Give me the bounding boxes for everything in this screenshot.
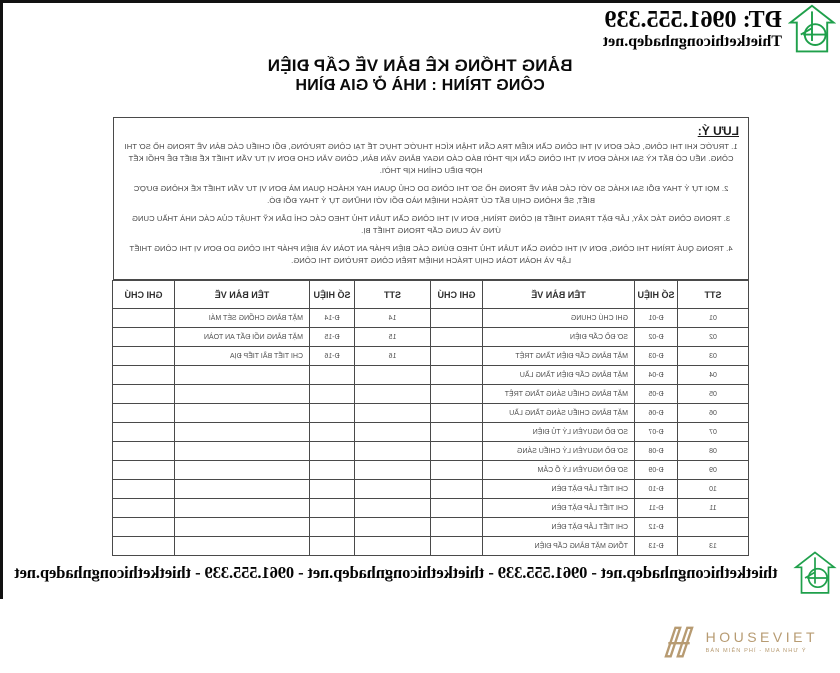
table-cell xyxy=(431,328,483,347)
table-cell: MẶT BẰNG CẤP ĐIỆN TẦNG LẦU xyxy=(483,366,635,385)
house-logo-icon xyxy=(792,551,838,595)
table-cell: CHI TIẾT LẮP ĐẶT ĐÈN xyxy=(483,480,635,499)
drawing-table-body xyxy=(113,309,749,556)
table-cell: Đ-03 xyxy=(635,347,678,366)
brand-phone: ĐT: 0961.555.339 xyxy=(604,7,782,33)
table-header xyxy=(113,281,749,309)
table-cell xyxy=(113,385,175,404)
table-cell xyxy=(310,442,355,461)
table-cell xyxy=(175,366,310,385)
table-cell: SƠ ĐỒ NGUYÊN LÝ Ổ CẮM xyxy=(483,461,635,480)
table-cell xyxy=(431,461,483,480)
header-so-hieu: SỐ HIỆU xyxy=(635,281,678,309)
table-cell: Đ-16 xyxy=(310,347,355,366)
table-cell xyxy=(355,385,431,404)
table-cell xyxy=(175,404,310,423)
table-cell xyxy=(310,461,355,480)
header-stt: STT xyxy=(355,281,431,309)
table-cell: CHI TIẾT LẮP ĐẶT ĐÈN xyxy=(483,499,635,518)
table-cell: 11 xyxy=(678,499,749,518)
table-row xyxy=(113,518,749,537)
header-ghi-chu: GHI CHÚ xyxy=(113,281,175,309)
table-cell: Đ-09 xyxy=(635,461,678,480)
table-cell: Đ-07 xyxy=(635,423,678,442)
table-cell xyxy=(310,385,355,404)
table-cell: Đ-10 xyxy=(635,480,678,499)
table-cell: Đ-12 xyxy=(635,518,678,537)
table-cell xyxy=(431,366,483,385)
header-stt: STT xyxy=(678,281,749,309)
table-cell: MẶT BẰNG CHIẾU SÁNG TẦNG LẦU xyxy=(483,404,635,423)
table-cell xyxy=(310,404,355,423)
note-item: 3. TRONG CÔNG TÁC XÂY, LẮP ĐẶT TRANG THIẾT BỊ CÔNG TRÌNH, ĐƠN VỊ THI CÔNG CẦN TUÂN THỦ THEO CÁC CHỈ DẪN KỸ THUẬT CỦA CÁC NHÀ THẦU CUNG ỨNG VÀ CUNG CẤP TRONG THIẾT BỊ. xyxy=(131,214,731,235)
table-cell xyxy=(431,347,483,366)
title-line-2: CÔNG TRÌNH : NHÀ Ở GIA ĐÌNH xyxy=(295,77,545,94)
document-title xyxy=(0,55,840,96)
table-row xyxy=(113,366,749,385)
table-cell xyxy=(113,518,175,537)
table-cell xyxy=(310,480,355,499)
notes-box xyxy=(113,117,749,280)
watermark-tagline: BÁN MIỄN PHÍ - MUA NHƯ Ý xyxy=(705,647,807,654)
notes-body xyxy=(114,141,748,267)
houseviet-watermark xyxy=(660,623,818,661)
table-cell xyxy=(678,518,749,537)
table-cell xyxy=(175,518,310,537)
table-cell: GHI CHÚ CHUNG xyxy=(483,309,635,328)
table-cell xyxy=(355,480,431,499)
table-cell xyxy=(355,518,431,537)
table-cell xyxy=(355,499,431,518)
table-cell xyxy=(431,442,483,461)
footer-contact-text: thietkethicongnhadep.net - 0961.555.339 - thietkethicongnhadep.net - 0961.555.339 - thietkethicongnhadep.net xyxy=(14,563,778,582)
table-cell: 08 xyxy=(678,442,749,461)
table-cell xyxy=(175,499,310,518)
note-item: 1. TRƯỚC KHI THI CÔNG, CÁC ĐƠN VỊ THI CÔNG CẦN KIỂM TRA CẨN THẬN KÍCH THƯỚC THỰC TẾ TẠI CÔNG TRƯỜNG, ĐỐI CHIẾU CÁC BẢN VẼ TRONG HỒ SƠ THI CÔNG. NẾU CÓ BẤT KỲ SAI KHÁC ĐƠN VỊ THI CÔNG CẦN KỊP THỜI BÁO CÁO NGAY BẰNG VĂN BẢN, CÔNG VĂN CHO ĐƠN VỊ TƯ VẤN THIẾT KẾ BIẾT ĐỂ PHỐI KẾT HỢP ĐIỀU CHỈNH KỊP THỜI. xyxy=(124,142,738,175)
drawing-list-table xyxy=(112,280,749,556)
table-cell: Đ-06 xyxy=(635,404,678,423)
note-item: 4. TRONG QUÁ TRÌNH THI CÔNG, ĐƠN VỊ THI CÔNG CẦN TUÂN THỦ THEO ĐÚNG CÁC BIỆN PHÁP AN TOÀN VÀ BIỆN PHÁP THI CÔNG DO ĐƠN VỊ THI CÔNG THIẾT LẬP VÀ HOÀN TOÀN CHỊU TRÁCH NHIỆM TRÊN CÔNG TRƯỜNG THI CÔNG. xyxy=(129,244,733,265)
table-cell: Đ-08 xyxy=(635,442,678,461)
table-cell xyxy=(431,480,483,499)
table-row xyxy=(113,404,749,423)
table-cell: 06 xyxy=(678,404,749,423)
table-cell xyxy=(113,480,175,499)
table-cell: 02 xyxy=(678,328,749,347)
watermark-texts xyxy=(706,629,818,656)
table-cell xyxy=(113,366,175,385)
table-cell: 14 xyxy=(355,309,431,328)
table-cell xyxy=(431,309,483,328)
house-logo-icon xyxy=(788,3,836,55)
table-row xyxy=(113,385,749,404)
header-ten-ban-ve: TÊN BẢN VẼ xyxy=(483,281,635,309)
table-cell: Đ-11 xyxy=(635,499,678,518)
table-cell: MẶT BẰNG NỐI ĐẤT AN TOÀN xyxy=(175,328,310,347)
table-cell: SƠ ĐỒ NGUYÊN LÝ CHIẾU SÁNG xyxy=(483,442,635,461)
table-cell: TỔNG MẶT BẰNG CẤP ĐIỆN xyxy=(483,537,635,556)
table-cell: MẶT BẰNG CẤP ĐIỆN TẦNG TRỆT xyxy=(483,347,635,366)
table-row xyxy=(113,461,749,480)
table-cell xyxy=(310,499,355,518)
brand-block xyxy=(603,3,836,55)
table-cell: Đ-01 xyxy=(635,309,678,328)
table-cell xyxy=(113,499,175,518)
table-cell: CHI TIẾT BÃI TIẾP ĐỊA xyxy=(175,347,310,366)
table-cell xyxy=(431,518,483,537)
table-cell xyxy=(175,385,310,404)
table-cell xyxy=(431,499,483,518)
table-cell xyxy=(310,518,355,537)
table-row xyxy=(113,499,749,518)
table-cell: MẶT BẰNG CHỐNG SÉT MÁI xyxy=(175,309,310,328)
table-cell xyxy=(113,404,175,423)
notes-heading: LƯU Ý: xyxy=(697,124,739,138)
title-line-1: BẢNG THỐNG KÊ BẢN VẼ CẤP ĐIỆN xyxy=(267,56,573,75)
table-cell: Đ-15 xyxy=(310,328,355,347)
table-cell: 07 xyxy=(678,423,749,442)
table-cell: 05 xyxy=(678,385,749,404)
table-cell xyxy=(310,366,355,385)
table-cell xyxy=(431,404,483,423)
table-cell xyxy=(113,347,175,366)
brand-website: Thietkethicongnhadep.net xyxy=(602,33,782,50)
table-cell: 01 xyxy=(678,309,749,328)
table-cell xyxy=(113,328,175,347)
table-cell: 03 xyxy=(678,347,749,366)
table-cell: MẶT BẰNG CHIẾU SÁNG TẦNG TRỆT xyxy=(483,385,635,404)
table-row xyxy=(113,347,749,366)
footer-strip xyxy=(0,550,840,596)
table-cell: 16 xyxy=(355,347,431,366)
table-cell: Đ-04 xyxy=(635,366,678,385)
header-ten-ban-ve: TÊN BẢN VẼ xyxy=(175,281,310,309)
table-cell xyxy=(113,423,175,442)
table-cell xyxy=(431,423,483,442)
table-cell: Đ-05 xyxy=(635,385,678,404)
table-cell: Đ-02 xyxy=(635,328,678,347)
table-cell xyxy=(113,309,175,328)
watermark-name: HOUSEVIET xyxy=(705,628,818,645)
table-row xyxy=(113,442,749,461)
header-so-hieu: SỐ HIỆU xyxy=(310,281,355,309)
header-ghi-chu: GHI CHÚ xyxy=(431,281,483,309)
table-cell: SƠ ĐỒ NGUYÊN LÝ TỦ ĐIỆN xyxy=(483,423,635,442)
table-cell xyxy=(355,404,431,423)
table-header-row xyxy=(113,281,749,309)
table-row xyxy=(113,328,749,347)
table-cell xyxy=(431,385,483,404)
table-cell xyxy=(355,366,431,385)
note-item: 2. MỌI TỰ Ý THAY ĐỔI SAI KHÁC SO VỚI CÁC BẢN VẼ TRONG HỒ SƠ THI CÔNG DO CHỦ QUAN HAY KHÁCH QUAN MÀ ĐƠN VỊ TƯ VẤN THIẾT KẾ KHÔNG ĐƯỢC BIẾT, SẼ KHÔNG CHỊU BẤT CỨ TRÁCH NHIỆM NÀO ĐỐI VỚI NHỮNG TỰ Ý THAY ĐỔI ĐÓ. xyxy=(133,184,729,205)
table-row xyxy=(113,480,749,499)
table-cell xyxy=(355,442,431,461)
table-cell xyxy=(355,423,431,442)
table-cell: 13 xyxy=(678,537,749,556)
table-cell: 15 xyxy=(355,328,431,347)
table-cell: 04 xyxy=(678,366,749,385)
table-cell xyxy=(113,461,175,480)
table-row xyxy=(113,423,749,442)
table-cell: CHI TIẾT LẮP ĐẶT ĐÈN xyxy=(483,518,635,537)
table-cell: 10 xyxy=(678,480,749,499)
houseviet-monogram-icon xyxy=(660,623,698,661)
table-cell xyxy=(175,442,310,461)
table-cell: Đ-13 xyxy=(635,537,678,556)
table-cell: SƠ ĐỒ CẤP ĐIỆN xyxy=(483,328,635,347)
brand-texts xyxy=(603,7,782,51)
table-cell xyxy=(175,480,310,499)
table-cell: Đ-14 xyxy=(310,309,355,328)
table-row xyxy=(113,309,749,328)
table-cell xyxy=(355,461,431,480)
table-cell xyxy=(310,423,355,442)
table-cell xyxy=(113,442,175,461)
table-cell xyxy=(175,423,310,442)
table-cell: 09 xyxy=(678,461,749,480)
table-cell xyxy=(175,461,310,480)
